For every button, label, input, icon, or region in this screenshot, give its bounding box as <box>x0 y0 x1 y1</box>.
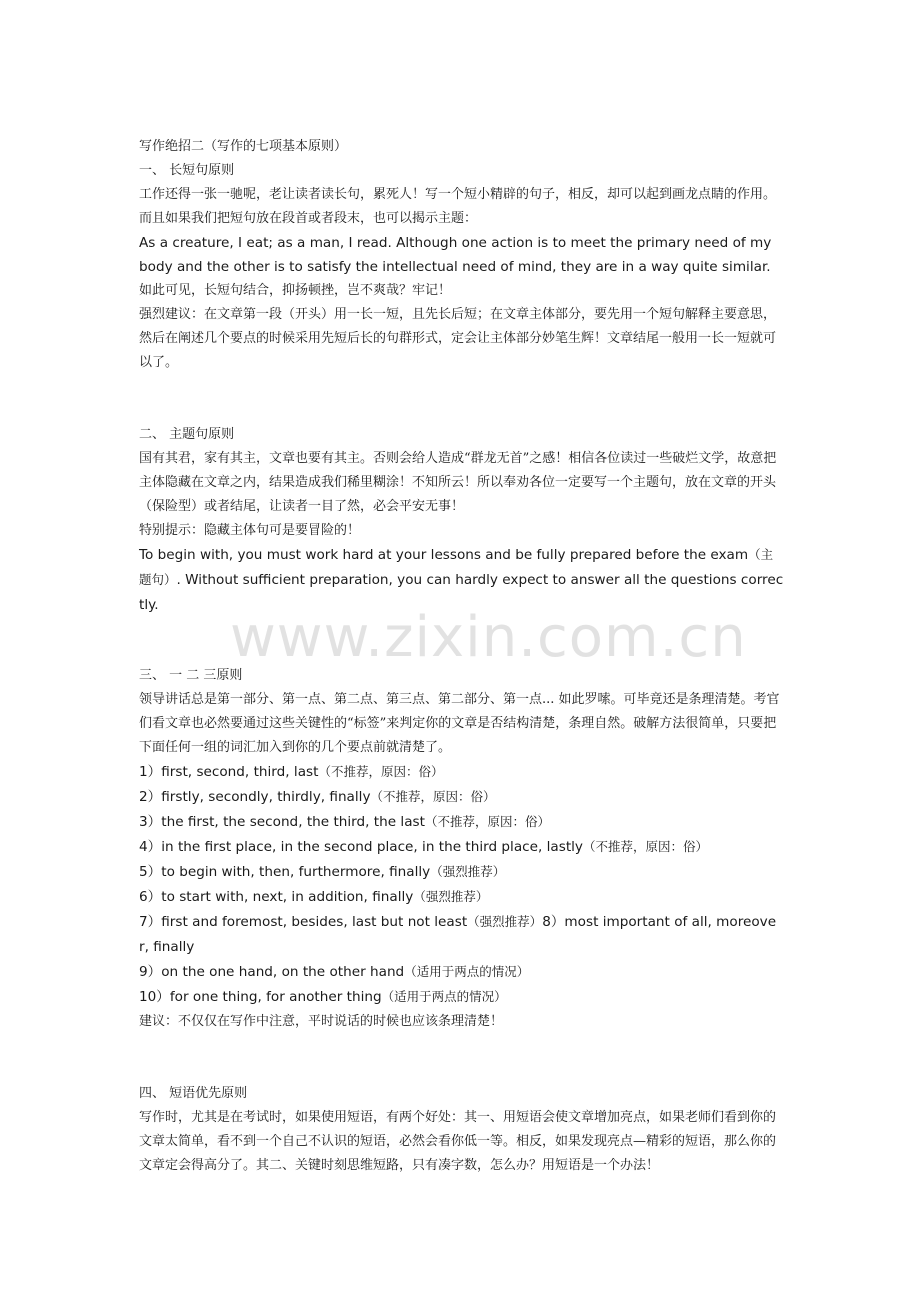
list-item-english: 8）most important of all, moreover, finally <box>139 914 777 955</box>
list-item <box>139 910 784 960</box>
list-item-english: 10）for one thing, for another thing <box>139 989 382 1005</box>
list-item-note: （强烈推荐） <box>467 914 543 929</box>
section-1-heading: 一、 长短句原则 <box>139 163 235 178</box>
list-item-note: （不推荐，原因：俗） <box>424 814 550 829</box>
section-2-english-part-2: . Without sufficient preparation, you can hardly expect to answer all the questions correctly. <box>139 572 784 613</box>
list-item <box>139 760 784 785</box>
list-item-note: （适用于两点的情况） <box>404 964 530 979</box>
doc-title: 写作绝招二（写作的七项基本原则） <box>139 139 348 154</box>
list-item-note: （适用于两点的情况） <box>381 989 507 1004</box>
list-item-english: 3）the first, the second, the third, the last <box>139 814 425 830</box>
list-item-note: （不推荐，原因：俗） <box>370 789 496 804</box>
list-item-english: 1）first, second, third, last <box>139 764 319 780</box>
list-item <box>139 985 784 1010</box>
watermark: www.zixin.com.cn <box>230 605 747 670</box>
section-2-english-part-1: To begin with, you must work hard at your lessons and be fully prepared before the exam <box>139 547 749 563</box>
list-item-note: （强烈推荐） <box>413 889 489 904</box>
list-item-english: 7）first and foremost, besides, last but not least <box>139 914 468 930</box>
list-item-note: （不推荐，原因：俗） <box>582 839 708 854</box>
list-item <box>139 960 784 985</box>
list-item-english: 2）firstly, secondly, thirdly, finally <box>139 789 371 805</box>
section-1-paragraph-3: 强烈建议：在文章第一段（开头）用一长一短，且先长后短；在文章主体部分，要先用一个短句解释主要意思，然后在阐述几个要点的时候采用先短后长的句群形式，定会让主体部分妙笔生辉！文章结尾一般用一长一短就可以了。 <box>139 307 777 370</box>
section-4-paragraph-1: 写作时，尤其是在考试时，如果使用短语，有两个好处：其一、用短语会使文章增加亮点，如果老师们看到你的文章太简单，看不到一个自己不认识的短语，必然会看你低一等。相反，如果发现亮点—精彩的短语，那么你的文章定会得高分了。其二、关键时刻思维短路，只有凑字数，怎么办？用短语是一个办法！ <box>139 1110 777 1173</box>
section-4-heading: 四、 短语优先原则 <box>139 1086 248 1101</box>
list-item <box>139 810 784 835</box>
section-2-heading: 二、 主题句原则 <box>139 427 235 442</box>
section-3-paragraph-1: 领导讲话总是第一部分、第一点、第二点、第三点、第二部分、第一点... 如此罗嗦。可毕竟还是条理清楚。考官们看文章也必然要通过这些关键性的“标签”来判定你的文章是否结构清楚，条理自然。破解方法很简单，只要把下面任何一组的词汇加入到你的几个要点前就清楚了。 <box>139 692 780 755</box>
list-item-english: 5）to begin with, then, furthermore, finally <box>139 864 431 880</box>
section-1-paragraph-1: 工作还得一张一驰呢，老让读者读长句，累死人！写一个短小精辟的句子，相反，却可以起到画龙点睛的作用。而且如果我们把短句放在段首或者段末，也可以揭示主题： <box>139 187 777 226</box>
section-2-paragraph-1: 国有其君，家有其主，文章也要有其主。否则会给人造成“群龙无首”之感！相信各位读过一些破烂文学，故意把主体隐藏在文章之内，结果造成我们稀里糊涂！不知所云！所以奉劝各位一定要写一个主题句，放在文章的开头（保险型）或者结尾，让读者一目了然，必会平安无事！ <box>139 451 777 514</box>
list-item-note: （不推荐，原因：俗） <box>318 764 444 779</box>
section-1-english-example: As a creature, I eat; as a man, I read. Although one action is to meet the primary need of my body and the other is to satisfy the intellectual need of mind, they are in a way quite similar. <box>139 235 772 275</box>
list-item-english: 4）in the first place, in the second place, in the third place, lastly <box>139 839 583 855</box>
list-item-english: 9）on the one hand, on the other hand <box>139 964 405 980</box>
document-body <box>139 135 784 1178</box>
list-item-english: 6）to start with, next, in addition, finally <box>139 889 414 905</box>
list-item <box>139 885 784 910</box>
section-3-heading: 三、 一 二 三原则 <box>139 668 243 683</box>
list-item <box>139 860 784 885</box>
list-item <box>139 785 784 810</box>
section-3-paragraph-2: 建议：不仅仅在写作中注意，平时说话的时候也应该条理清楚！ <box>139 1014 504 1029</box>
section-2-paragraph-2: 特别提示：隐藏主体句可是要冒险的！ <box>139 523 361 538</box>
section-1-paragraph-2: 如此可见，长短句结合，抑扬顿挫，岂不爽哉？牢记！ <box>139 283 452 298</box>
list-item <box>139 835 784 860</box>
section-2-topic-sentence-note: （主题句） <box>139 547 774 587</box>
section-2-english-example <box>139 543 784 618</box>
list-item-note: （强烈推荐） <box>430 864 506 879</box>
